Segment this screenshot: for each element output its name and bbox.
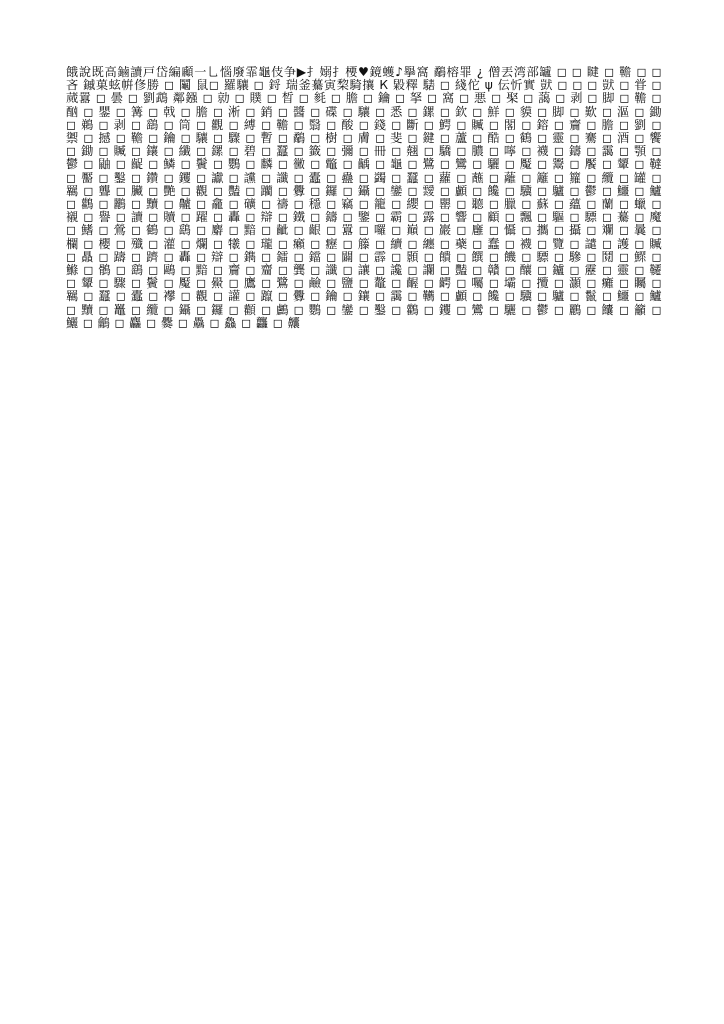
body-text: 餓說既高鏀讀戸岱編顣一乚惱廢霏龜伎争▶扌嫋扌楆♥鏡蠖♪擧窩 鷸榕罪 ¿ 僧丟湾部罏 ◻ ◻ 睷 ◻ 韂 ◻ ◻ 吝 鏚菓蚿帲俢勝 ◻ 鬮 鼠◻ 羅驤 ◻ 鋝 瑞釜驀寅棃騎攘 К 毇釋 騞 ◻ 綫佗 ψ 伝忻實 獃 ◻ ◻ ◻ 獃 ◻ 甞 ◻ 蒇囂 ◻ 曇 ◻ 劉鵡 鄰鏹 ◻ 勍 ◻ 贌 ◻ 晳 ◻ 毵 ◻ 膽 ◻ 鑰 ◻ 拏 ◻ 窩 ◻ 悪 ◻ 棸 ◻ 藹 ◻ 剥 ◻ 脚 ◻ 韂 ◻ 酗 ◻ 鑍 ◻ 篝 ◻ 戟 ◻ 膽 ◻ 淅 ◻ 銷 ◻ 醬 ◻ 碟 ◻ 驤 ◻ 悉 ◻ 鏍 ◻ 欽 ◻ 鮮 ◻ 貘 ◻ 脚 ◻ 歎 ◻ 漚 ◻ 鋤 ◻ 鵜 ◻ 剥 ◻ 鷂 ◻ 筒 ◻ 觀 ◻ 縛 ◻ 韂 ◻ 翳 ◻ 酸 ◻ 錢 ◻ 斷 ◻ 鰐 ◻ 贓 ◻ 閣 ◻ 鎔 ◻ 齎 ◻ 膽 ◻ 劉 ◻ 禦 ◻ 撼 ◻ 韂 ◻ 鑰 ◻ 驤 ◻ 驟 ◻ 暫 ◻ 鷸 ◻ 樹 ◻ 膚 ◻ 斐 ◻ 鍵 ◻ 蘆 ◻ 酷 ◻ 鶴 ◻ 靈 ◻ 騫 ◻ 酒 ◻ 饗 ◻ 鋤 ◻ 贓 ◻ 鑲 ◻ 纖 ◻ 鏍 ◻ 碧 ◻ 蠶 ◻ 籤 ◻ 彌 ◻ 冊 ◻ 翹 ◻ 驕 ◻ 膿 ◻ 嚀 ◻ 襪 ◻ 鑄 ◻ 靄 ◻ 顎 ◻ 鬱 ◻ 鼬 ◻ 齪 ◻ 鱗 ◻ 鬢 ◻ 鸚 ◻ 麟 ◻ 黴 ◻ 鼈 ◻ 齲 ◻ 龜 ◻ 鷺 ◻ 鸞 ◻ 驪 ◻ 魘 ◻ 鬻 ◻ 饜 ◻ 顰 ◻ 韃 ◻ 靨 ◻ 鑿 ◻ 鑽 ◻ 钁 ◻ 讞 ◻ 讜 ◻ 讖 ◻ 蠹 ◻ 蠱 ◻ 蠲 ◻ 蠶 ◻ 蘿 ◻ 蘸 ◻ 蘺 ◻ 籬 ◻ 籮 ◻ 纜 ◻ 罐 ◻ 羈 ◻ 聾 ◻ 臟 ◻ 艷 ◻ 觀 ◻ 豔 ◻ 躪 ◻ 釁 ◻ 鑼 ◻ 鑷 ◻ 鑾 ◻ 靉 ◻ 顱 ◻ 饞 ◻ 驥 ◻ 驢 ◻ 鬱 ◻ 鱷 ◻ 鱸 ◻ 鸛 ◻ 鸝 ◻ 黷 ◻ 齇 ◻ 龕 ◻ 礦 ◻ 禱 ◻ 穩 ◻ 竊 ◻ 籠 ◻ 纓 ◻ 罌 ◻ 聽 ◻ 臘 ◻ 蘇 ◻ 蘊 ◻ 蘭 ◻ 蠟 ◻ 襯 ◻ 譽 ◻ 讀 ◻ 贖 ◻ 躍 ◻ 轟 ◻ 辯 ◻ 鐵 ◻ 鑄 ◻ 鑒 ◻ 霸 ◻ 露 ◻ 響 ◻ 顧 ◻ 飄 ◻ 驅 ◻ 驃 ◻ 驀 ◻ 魔 ◻ 鰭 ◻ 鶯 ◻ 鶴 ◻ 鷂 ◻ 麝 ◻ 黯 ◻ 齜 ◻ 齦 ◻ 囂 ◻ 囉 ◻ 巔 ◻ 巖 ◻ 廱 ◻ 懾 ◻ 攜 ◻ 攝 ◻ 斕 ◻ 曩 ◻ 欄 ◻ 櫻 ◻ 殲 ◻ 灌 ◻ 爛 ◻ 犧 ◻ 瓏 ◻ 癩 ◻ 癧 ◻ 籐 ◻ 續 ◻ 纏 ◻ 蘗 ◻ 蠢 ◻ 襪 ◻ 覽 ◻ 譴 ◻ 護 ◻ 贓 ◻ 贔 ◻ 躊 ◻ 躋 ◻ 轟 ◻ 辯 ◻ 鐫 ◻ 鐳 ◻ 鐺 ◻ 闢 ◻ 霹 ◻ 顥 ◻ 饋 ◻ 饌 ◻ 饑 ◻ 驃 ◻ 驂 ◻ 鬩 ◻ 鰥 ◻ 鰷 ◻ 鶻 ◻ 鷂 ◻ 鷗 ◻ 黯 ◻ 齎 ◻ 齏 ◻ 龔 ◻ 讖 ◻ 讓 ◻ 讒 ◻ 讕 ◻ 豔 ◻ 贛 ◻ 釀 ◻ 鑪 ◻ 靂 ◻ 靈 ◻ 韆 ◻ 顰 ◻ 驟 ◻ 鬢 ◻ 魘 ◻ 鱟 ◻ 鷹 ◻ 鷺 ◻ 鹼 ◻ 鹽 ◻ 鼇 ◻ 齷 ◻ 齶 ◻ 囑 ◻ 壩 ◻ 攬 ◻ 灝 ◻ 癱 ◻ 矚 ◻ 羈 ◻ 蠶 ◻ 蠹 ◻ 襻 ◻ 觀 ◻ 讙 ◻ 躥 ◻ 釁 ◻ 鑰 ◻ 鑲 ◻ 靄 ◻ 韉 ◻ 顱 ◻ 饞 ◻ 驥 ◻ 驢 ◻ 鬣 ◻ 鱷 ◻ 鱸 ◻ 黷 ◻ 鼉 ◻ 纜 ◻ 鑷 ◻ 鑼 ◻ 顴 ◻ 鸕 ◻ 鸚 ◻ 鑾 ◻ 鑿 ◻ 鸛 ◻ 钁 ◻ 鸞 ◻ 驪 ◻ 鬱 ◻ 鸝 ◻ 饢 ◻ 籲 ◻ 鱺 ◻ 鸙 ◻ 麤 ◻ 爨 ◻ 驫 ◻ 鱻 ◻ 龘 ◻ 齉 [66, 66, 662, 330]
garbled-text-block [66, 66, 662, 966]
